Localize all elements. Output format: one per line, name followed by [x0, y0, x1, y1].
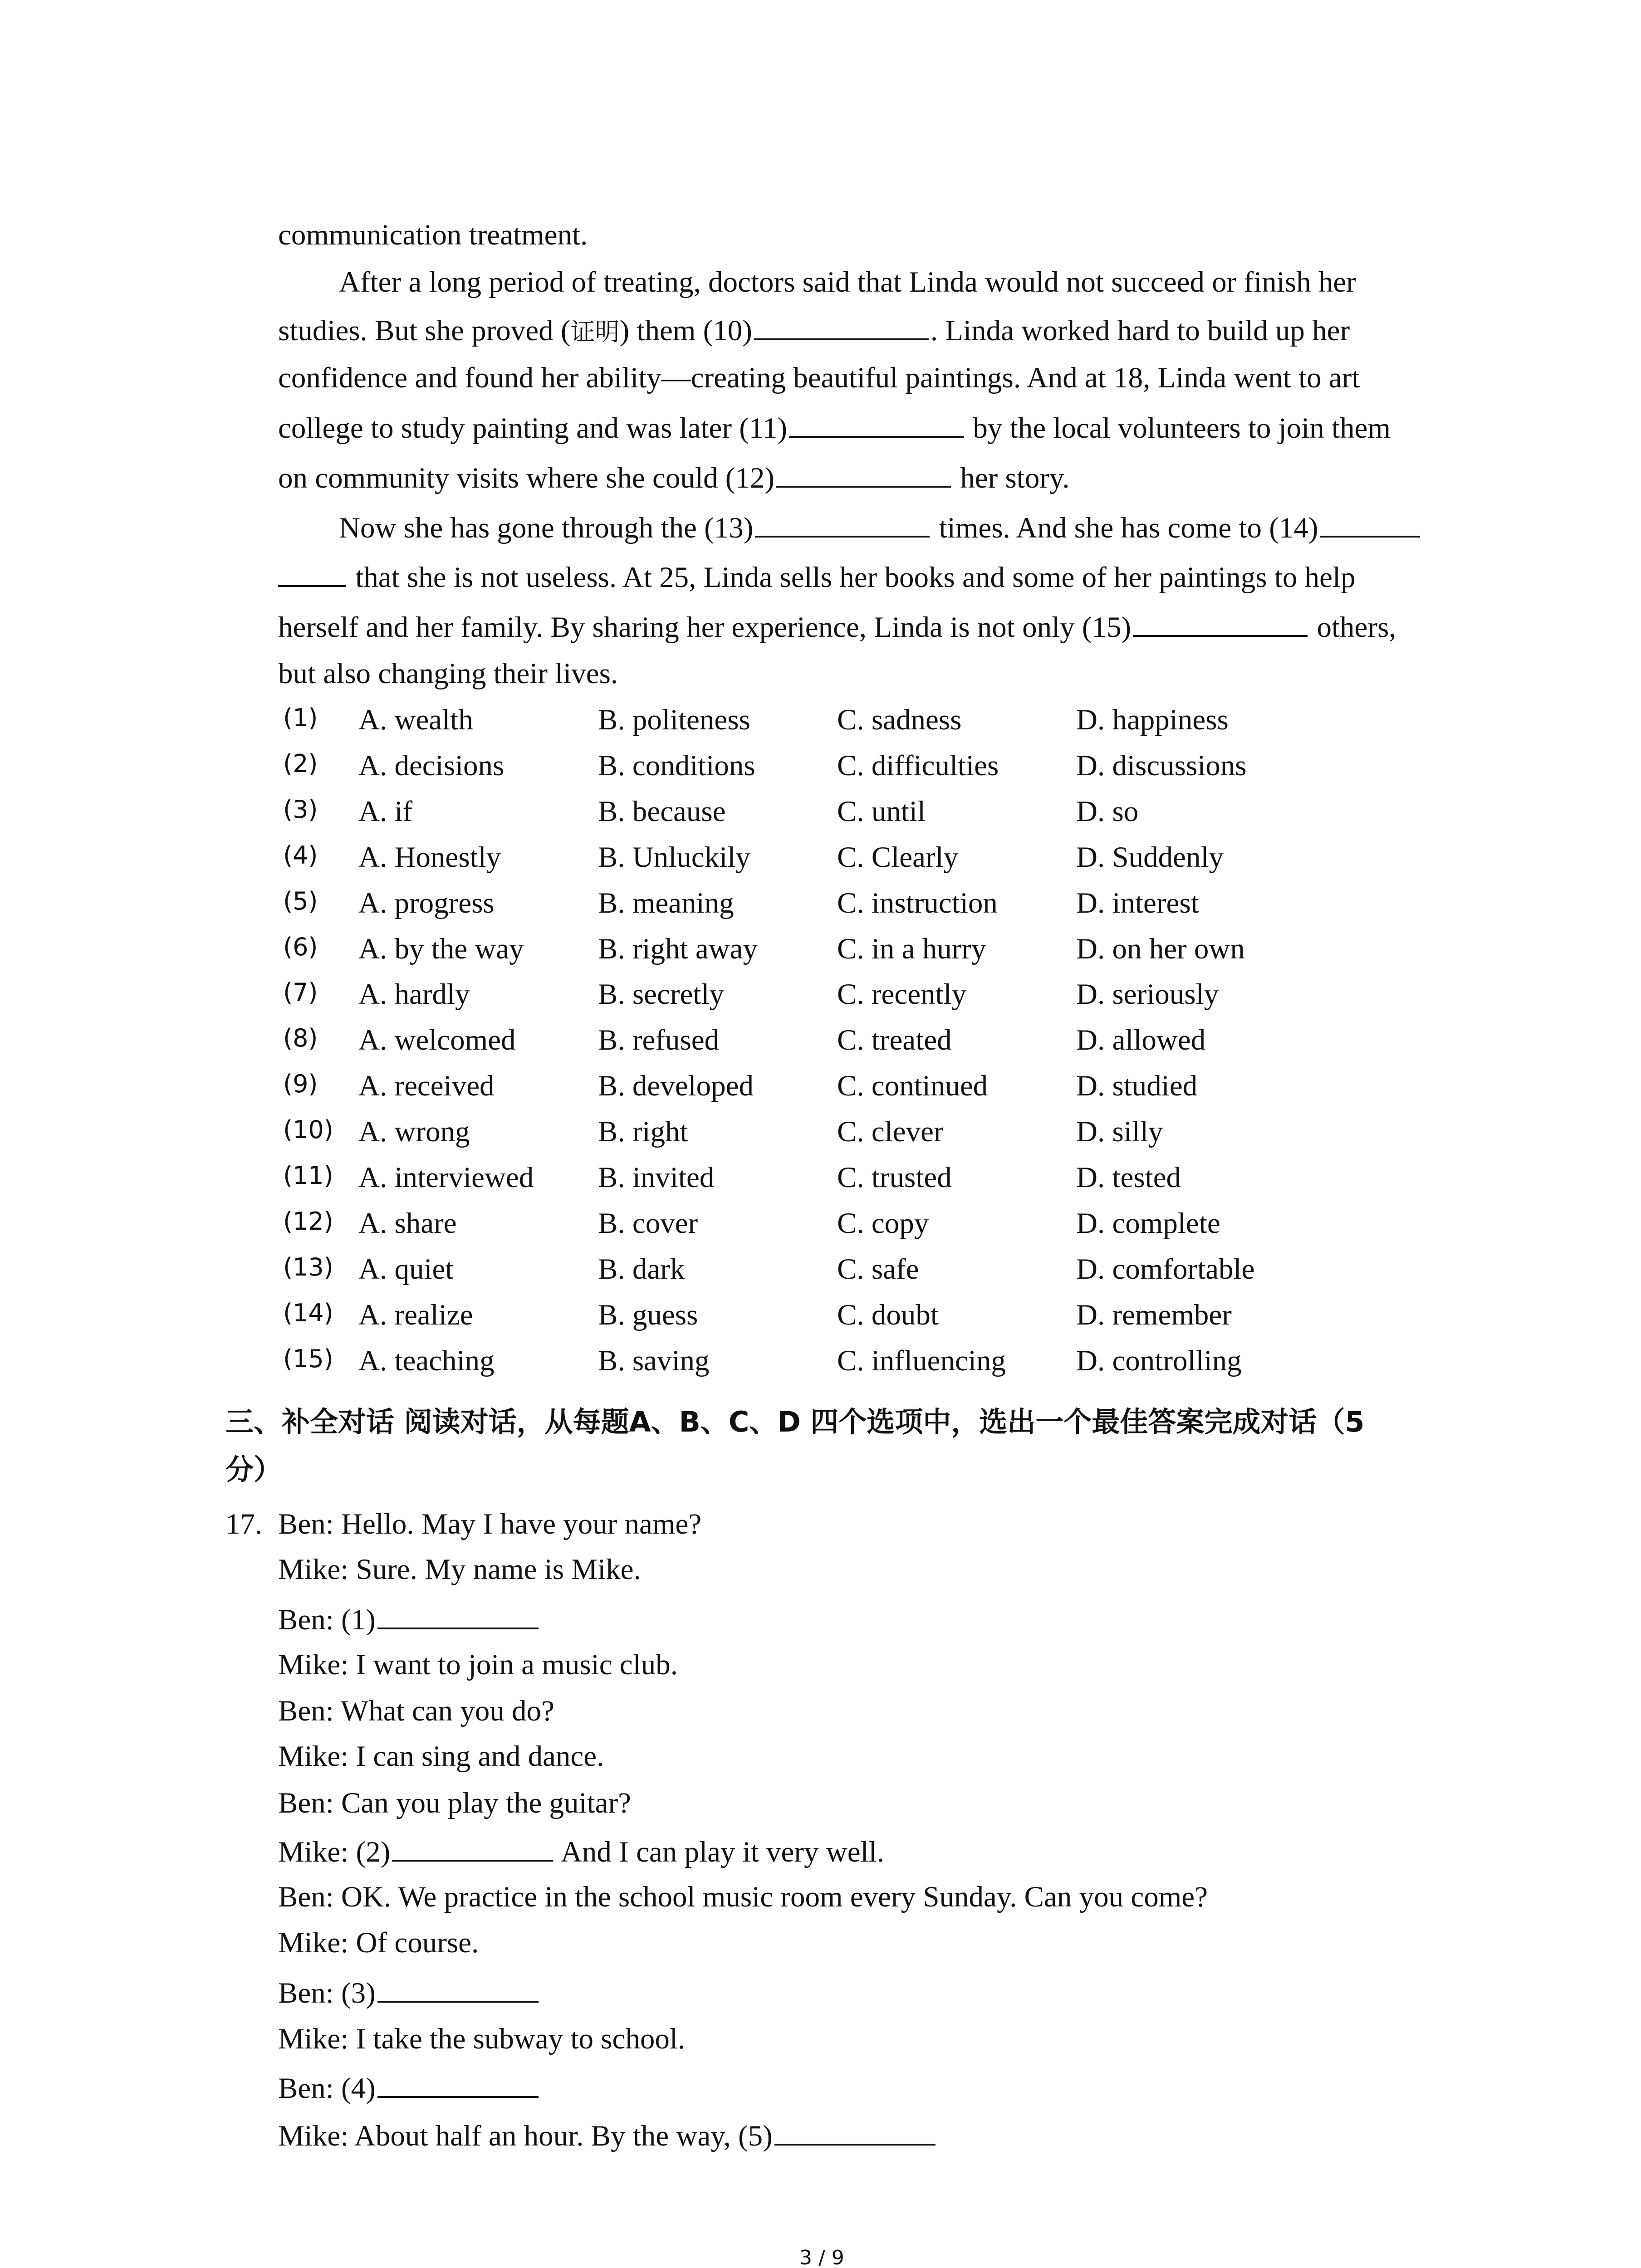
option-d[interactable]: D. remember — [1076, 1299, 1232, 1331]
dialogue-line — [278, 2117, 937, 2154]
option-a[interactable]: A. teaching — [358, 1344, 495, 1377]
option-a[interactable]: A. realize — [358, 1299, 473, 1331]
dialogue-line — [278, 1925, 479, 1961]
dialogue-text: Mike: Of course. — [278, 1926, 479, 1959]
answer-blank-11[interactable] — [789, 410, 964, 438]
option-a[interactable]: A. interviewed — [358, 1161, 534, 1194]
dialogue-text: Ben: Can you play the guitar? — [278, 1787, 632, 1819]
option-d[interactable]: D. tested — [1076, 1161, 1181, 1194]
question-number: (2) — [283, 749, 318, 778]
option-d[interactable]: D. silly — [1076, 1115, 1163, 1148]
dialogue-text: Ben: What can you do? — [278, 1695, 554, 1727]
option-a[interactable]: A. wrong — [358, 1115, 470, 1148]
question-number: (10) — [283, 1115, 333, 1144]
option-a[interactable]: A. hardly — [358, 978, 470, 1011]
option-b[interactable]: B. guess — [598, 1299, 698, 1331]
option-d[interactable]: D. on her own — [1076, 933, 1245, 965]
option-b[interactable]: B. right away — [598, 933, 758, 965]
option-b[interactable]: B. meaning — [598, 887, 734, 919]
option-b[interactable]: B. cover — [598, 1207, 698, 1240]
option-c[interactable]: C. trusted — [837, 1161, 952, 1194]
dialogue-answer-blank[interactable] — [377, 1975, 539, 2003]
option-c[interactable]: C. difficulties — [837, 749, 999, 782]
section-heading-cont: 分） — [225, 1453, 282, 1486]
answer-blank-13[interactable] — [755, 509, 930, 538]
passage-text: by the local volunteers to join them — [965, 412, 1391, 445]
option-d[interactable]: D. seriously — [1076, 978, 1219, 1011]
option-d[interactable]: D. allowed — [1076, 1024, 1206, 1056]
question-number: 17. — [225, 1508, 263, 1540]
dialogue-text: Mike: Sure. My name is Mike. — [278, 1553, 641, 1586]
passage-text: others, — [1309, 611, 1396, 644]
option-b[interactable]: B. invited — [598, 1161, 715, 1194]
option-d[interactable]: D. discussions — [1076, 749, 1247, 782]
passage-text: studies. But she proved ( — [278, 314, 571, 347]
passage-text: college to study painting and was later (11) — [278, 412, 788, 445]
passage-text: communication treatment. — [278, 219, 588, 251]
passage-text: Now she has gone through the (13) — [339, 512, 754, 544]
dialogue-line — [278, 1647, 678, 1683]
dialogue-text: Mike: About half an hour. By the way, (5) — [278, 2120, 773, 2152]
option-d[interactable]: D. comfortable — [1076, 1253, 1255, 1286]
option-a[interactable]: A. welcomed — [358, 1024, 516, 1056]
option-c[interactable]: C. safe — [837, 1253, 919, 1286]
option-b[interactable]: B. developed — [598, 1070, 754, 1102]
dialogue-line — [278, 1879, 1208, 1915]
question-number: (6) — [283, 933, 318, 961]
option-c[interactable]: C. instruction — [837, 887, 998, 919]
option-b[interactable]: B. because — [598, 795, 726, 828]
question-number: (3) — [283, 795, 318, 824]
option-b[interactable]: B. conditions — [598, 749, 755, 782]
passage-line — [339, 264, 1356, 300]
answer-blank-10[interactable] — [754, 312, 929, 340]
option-a[interactable]: A. if — [358, 795, 413, 828]
passage-line — [278, 312, 1350, 350]
dialogue-text: Mike: I want to join a music club. — [278, 1648, 678, 1681]
dialogue-line — [278, 1601, 540, 1638]
option-c[interactable]: C. recently — [837, 978, 967, 1011]
dialogue-text: Ben: (4) — [278, 2072, 376, 2105]
dialogue-text: Ben: Hello. May I have your name? — [278, 1508, 702, 1540]
question-number: (14) — [283, 1299, 333, 1327]
option-a[interactable]: A. wealth — [358, 704, 473, 736]
option-c[interactable]: C. clever — [837, 1115, 944, 1148]
dialogue-text: Mike: I take the subway to school. — [278, 2023, 686, 2055]
dialogue-line — [278, 1833, 884, 1870]
dialogue-line — [278, 2021, 685, 2057]
question-number: (1) — [283, 704, 318, 732]
option-a[interactable]: A. decisions — [358, 749, 505, 782]
dialogue-line — [278, 1506, 701, 1542]
question-number: (12) — [283, 1207, 333, 1236]
question-number: (13) — [283, 1253, 333, 1281]
question-number: (7) — [283, 978, 318, 1007]
dialogue-line — [278, 1693, 554, 1729]
question-number: (15) — [283, 1344, 333, 1373]
answer-blank-15[interactable] — [1133, 609, 1308, 637]
dialogue-line — [278, 1551, 641, 1588]
option-d[interactable]: D. happiness — [1076, 704, 1229, 736]
passage-line — [278, 609, 1396, 645]
question-number: (8) — [283, 1024, 318, 1052]
passage-text: her story. — [953, 462, 1070, 494]
option-b[interactable]: B. refused — [598, 1024, 720, 1056]
passage-line — [278, 410, 1391, 446]
passage-text: on community visits where she could (12) — [278, 462, 774, 494]
option-c[interactable]: C. in a hurry — [837, 933, 986, 965]
answer-blank-14-cont[interactable] — [278, 559, 346, 587]
option-c[interactable]: C. sadness — [837, 704, 962, 736]
dialogue-answer-blank[interactable] — [392, 1833, 553, 1862]
question-number: (4) — [283, 841, 318, 870]
option-a[interactable]: A. share — [358, 1207, 457, 1240]
option-d[interactable]: D. controlling — [1076, 1344, 1242, 1377]
option-d[interactable]: D. complete — [1076, 1207, 1220, 1240]
dialogue-text: Ben: (1) — [278, 1603, 376, 1636]
question-number: (5) — [283, 887, 318, 915]
dialogue-text: Mike: I can sing and dance. — [278, 1740, 604, 1773]
question-number: (11) — [283, 1161, 333, 1190]
passage-text: that she is not useless. At 25, Linda sells her books and some of her paintings to help — [348, 561, 1356, 594]
passage-text: herself and her family. By sharing her experience, Linda is not only (15) — [278, 611, 1132, 644]
passage-line — [278, 459, 1070, 496]
option-a[interactable]: A. progress — [358, 887, 495, 919]
option-a[interactable]: A. quiet — [358, 1253, 454, 1286]
passage-text: but also changing their lives. — [278, 657, 618, 690]
option-b[interactable]: B. politeness — [598, 704, 750, 736]
passage-text: After a long period of treating, doctors said that Linda would not succeed or finish her — [339, 266, 1356, 298]
passage-text: times. And she has come to (14) — [931, 512, 1318, 544]
option-d[interactable]: D. so — [1076, 795, 1139, 828]
option-b[interactable]: B. right — [598, 1115, 688, 1148]
option-b[interactable]: B. secretly — [598, 978, 724, 1011]
passage-line — [278, 559, 1356, 596]
option-c[interactable]: C. continued — [837, 1070, 988, 1102]
dialogue-text: And I can play it very well. — [555, 1836, 884, 1868]
answer-blank-12[interactable] — [776, 459, 951, 488]
option-c[interactable]: C. doubt — [837, 1299, 939, 1331]
dialogue-answer-blank[interactable] — [377, 1601, 539, 1629]
option-a[interactable]: A. by the way — [358, 933, 524, 965]
passage-line — [278, 655, 618, 692]
option-c[interactable]: C. copy — [837, 1207, 929, 1240]
dialogue-answer-blank[interactable] — [377, 2070, 539, 2098]
passage-text: . Linda worked hard to build up her — [930, 314, 1350, 347]
option-d[interactable]: D. Suddenly — [1076, 841, 1224, 874]
option-a[interactable]: A. received — [358, 1070, 495, 1102]
dialogue-answer-blank[interactable] — [774, 2117, 936, 2146]
dialogue-text: Ben: OK. We practice in the school music room every Sunday. Can you come? — [278, 1881, 1208, 1913]
option-a[interactable]: A. Honestly — [358, 841, 501, 874]
dialogue-text: Ben: (3) — [278, 1977, 376, 2009]
option-c[interactable]: C. treated — [837, 1024, 952, 1056]
dialogue-line — [278, 1785, 631, 1821]
question-number: (9) — [283, 1070, 318, 1098]
option-c[interactable]: C. Clearly — [837, 841, 959, 874]
passage-line — [278, 217, 588, 253]
option-b[interactable]: B. dark — [598, 1253, 685, 1286]
option-b[interactable]: B. Unluckily — [598, 841, 750, 874]
dialogue-line — [278, 2070, 540, 2107]
option-d[interactable]: D. studied — [1076, 1070, 1198, 1102]
passage-line — [278, 360, 1360, 396]
option-b[interactable]: B. saving — [598, 1344, 710, 1377]
option-c[interactable]: C. until — [837, 795, 926, 828]
dialogue-line — [278, 1975, 540, 2011]
option-d[interactable]: D. interest — [1076, 887, 1199, 919]
dialogue-line — [278, 1738, 604, 1774]
section-heading: 三、补全对话 阅读对话，从每题A、B、C、D 四个选项中，选出一个最佳答案完成对话（5 — [225, 1405, 1365, 1438]
option-c[interactable]: C. influencing — [837, 1344, 1006, 1377]
page-number: 3 / 9 — [799, 2246, 844, 2268]
answer-blank-14[interactable] — [1320, 509, 1420, 538]
chinese-gloss: 证明 — [570, 318, 620, 346]
dialogue-text: Mike: (2) — [278, 1836, 391, 1868]
passage-text: ) them (10) — [619, 314, 752, 347]
passage-text: confidence and found her ability—creating beautiful paintings. And at 18, Linda went to art — [278, 362, 1360, 394]
passage-line — [339, 509, 1422, 546]
